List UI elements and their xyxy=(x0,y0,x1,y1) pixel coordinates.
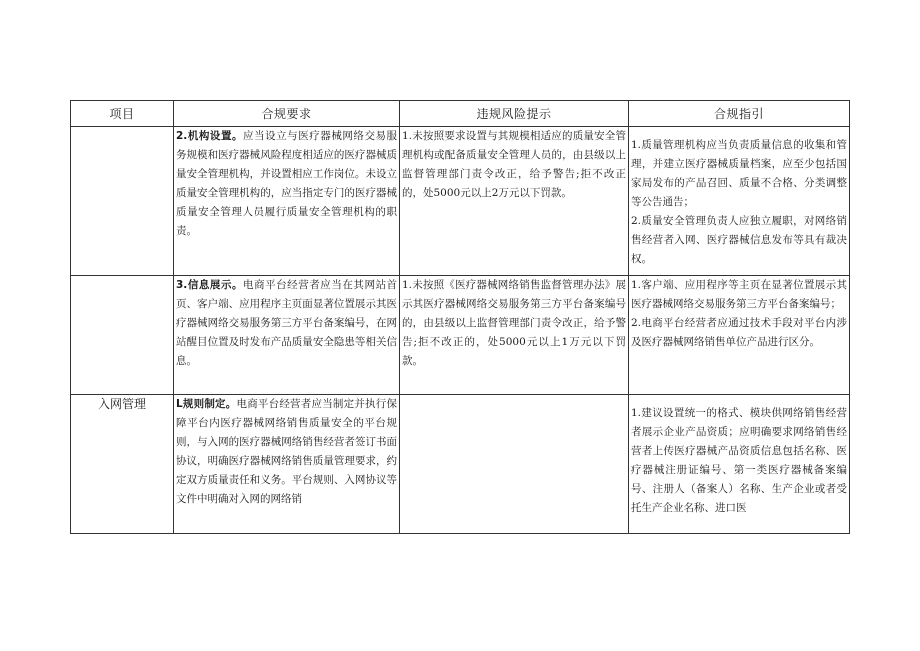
item-cell xyxy=(71,276,174,395)
item-cell xyxy=(71,127,174,276)
risk-text: 1.未按照要求设置与其规模相适应的质量安全管理机构或配备质量安全管理人员的，由县级以上监督管理部门责令改正，给予警告;拒不改正的，处5000元以上2万元以下罚款。 xyxy=(402,130,626,199)
requirement-text: 电商平台经营者应当在其网站首页、客户端、应用程序主页面显著位置展示其医疗器械网络交易服务第三方平台备案编号，在网站醒目位置及时发布产品质量安全隐患等相关信息。 xyxy=(176,279,398,367)
risk-cell xyxy=(400,127,629,276)
item-cell: 入网管理 xyxy=(71,395,174,534)
header-item: 项目 xyxy=(71,101,174,127)
requirement-cell xyxy=(174,276,400,395)
guidance-item: 1.建议设置统一的格式、模块供网络销售经营者展示企业产品资质；应明确要求网络销售经营者上传医疗器械产品资质信息包括名称、医疗器械注册证编号、第一类医疗器械备案编号、注册人（备案人）名称、生产企业或者受托生产企业名称、进口医 xyxy=(631,407,847,514)
risk-text: 1.未按照《医疗器械网络销售监督管理办法》展示其医疗器械网络交易服务第三方平台备案编号的，由县级以上监督管理部门责令改正，给予警告;拒不改正的，处5000元以上1万元以下罚款。 xyxy=(402,279,626,367)
risk-cell xyxy=(400,276,629,395)
requirement-lead: 3.信息展示。 xyxy=(176,279,244,291)
guidance-item: 2.电商平台经营者应通过技术手段对平台内涉及医疗器械网络销售单位产品进行区分。 xyxy=(631,317,847,348)
compliance-table xyxy=(70,100,850,534)
table-row xyxy=(71,127,850,276)
guidance-cell xyxy=(629,127,850,276)
guidance-cell xyxy=(629,276,850,395)
table-header-row xyxy=(71,101,850,127)
header-requirement: 合规要求 xyxy=(174,101,400,127)
requirement-lead: L规则制定。 xyxy=(176,398,237,410)
requirement-cell xyxy=(174,127,400,276)
requirement-cell xyxy=(174,395,400,534)
guidance-cell xyxy=(629,395,850,534)
risk-cell xyxy=(400,395,629,534)
table-row xyxy=(71,395,850,534)
guidance-item: 1.质量管理机构应当负责质量信息的收集和管理，并建立医疗器械质量档案，应至少包括国家局发布的产品召回、质量不合格、分类调整等公告通告； xyxy=(631,139,847,208)
requirement-text: 电商平台经营者应当制定并执行保障平台内医疗器械网络销售质量安全的平台规则，与入网的医疗器械网络销售经营者签订书面协议，明确医疗器械网络销售质量管理要求，约定双方质量责任和义务。平台规则、入网协议等文件中明确对入网的网络销 xyxy=(176,398,397,505)
requirement-lead: 2.机构设置。 xyxy=(176,130,244,142)
header-risk: 违规风险提示 xyxy=(400,101,629,127)
guidance-item: 2.质量安全管理负责人应独立履职，对网络销售经营者入网、医疗器械信息发布等具有裁决权。 xyxy=(631,215,847,265)
requirement-text: 应当设立与医疗器械网络交易服务规模和医疗器械风险程度相适应的医疗器械质量安全管理机构，并设置相应工作岗位。未设立质量安全管理机构的，应当指定专门的医疗器械质量安全管理人员履行质量安全管理机构的职责。 xyxy=(176,130,398,237)
guidance-item: 1.客户端、应用程序等主页在显著位置展示其医疗器械网络交易服务第三方平台备案编号； xyxy=(631,279,847,310)
table-row xyxy=(71,276,850,395)
header-guidance: 合规指引 xyxy=(629,101,850,127)
